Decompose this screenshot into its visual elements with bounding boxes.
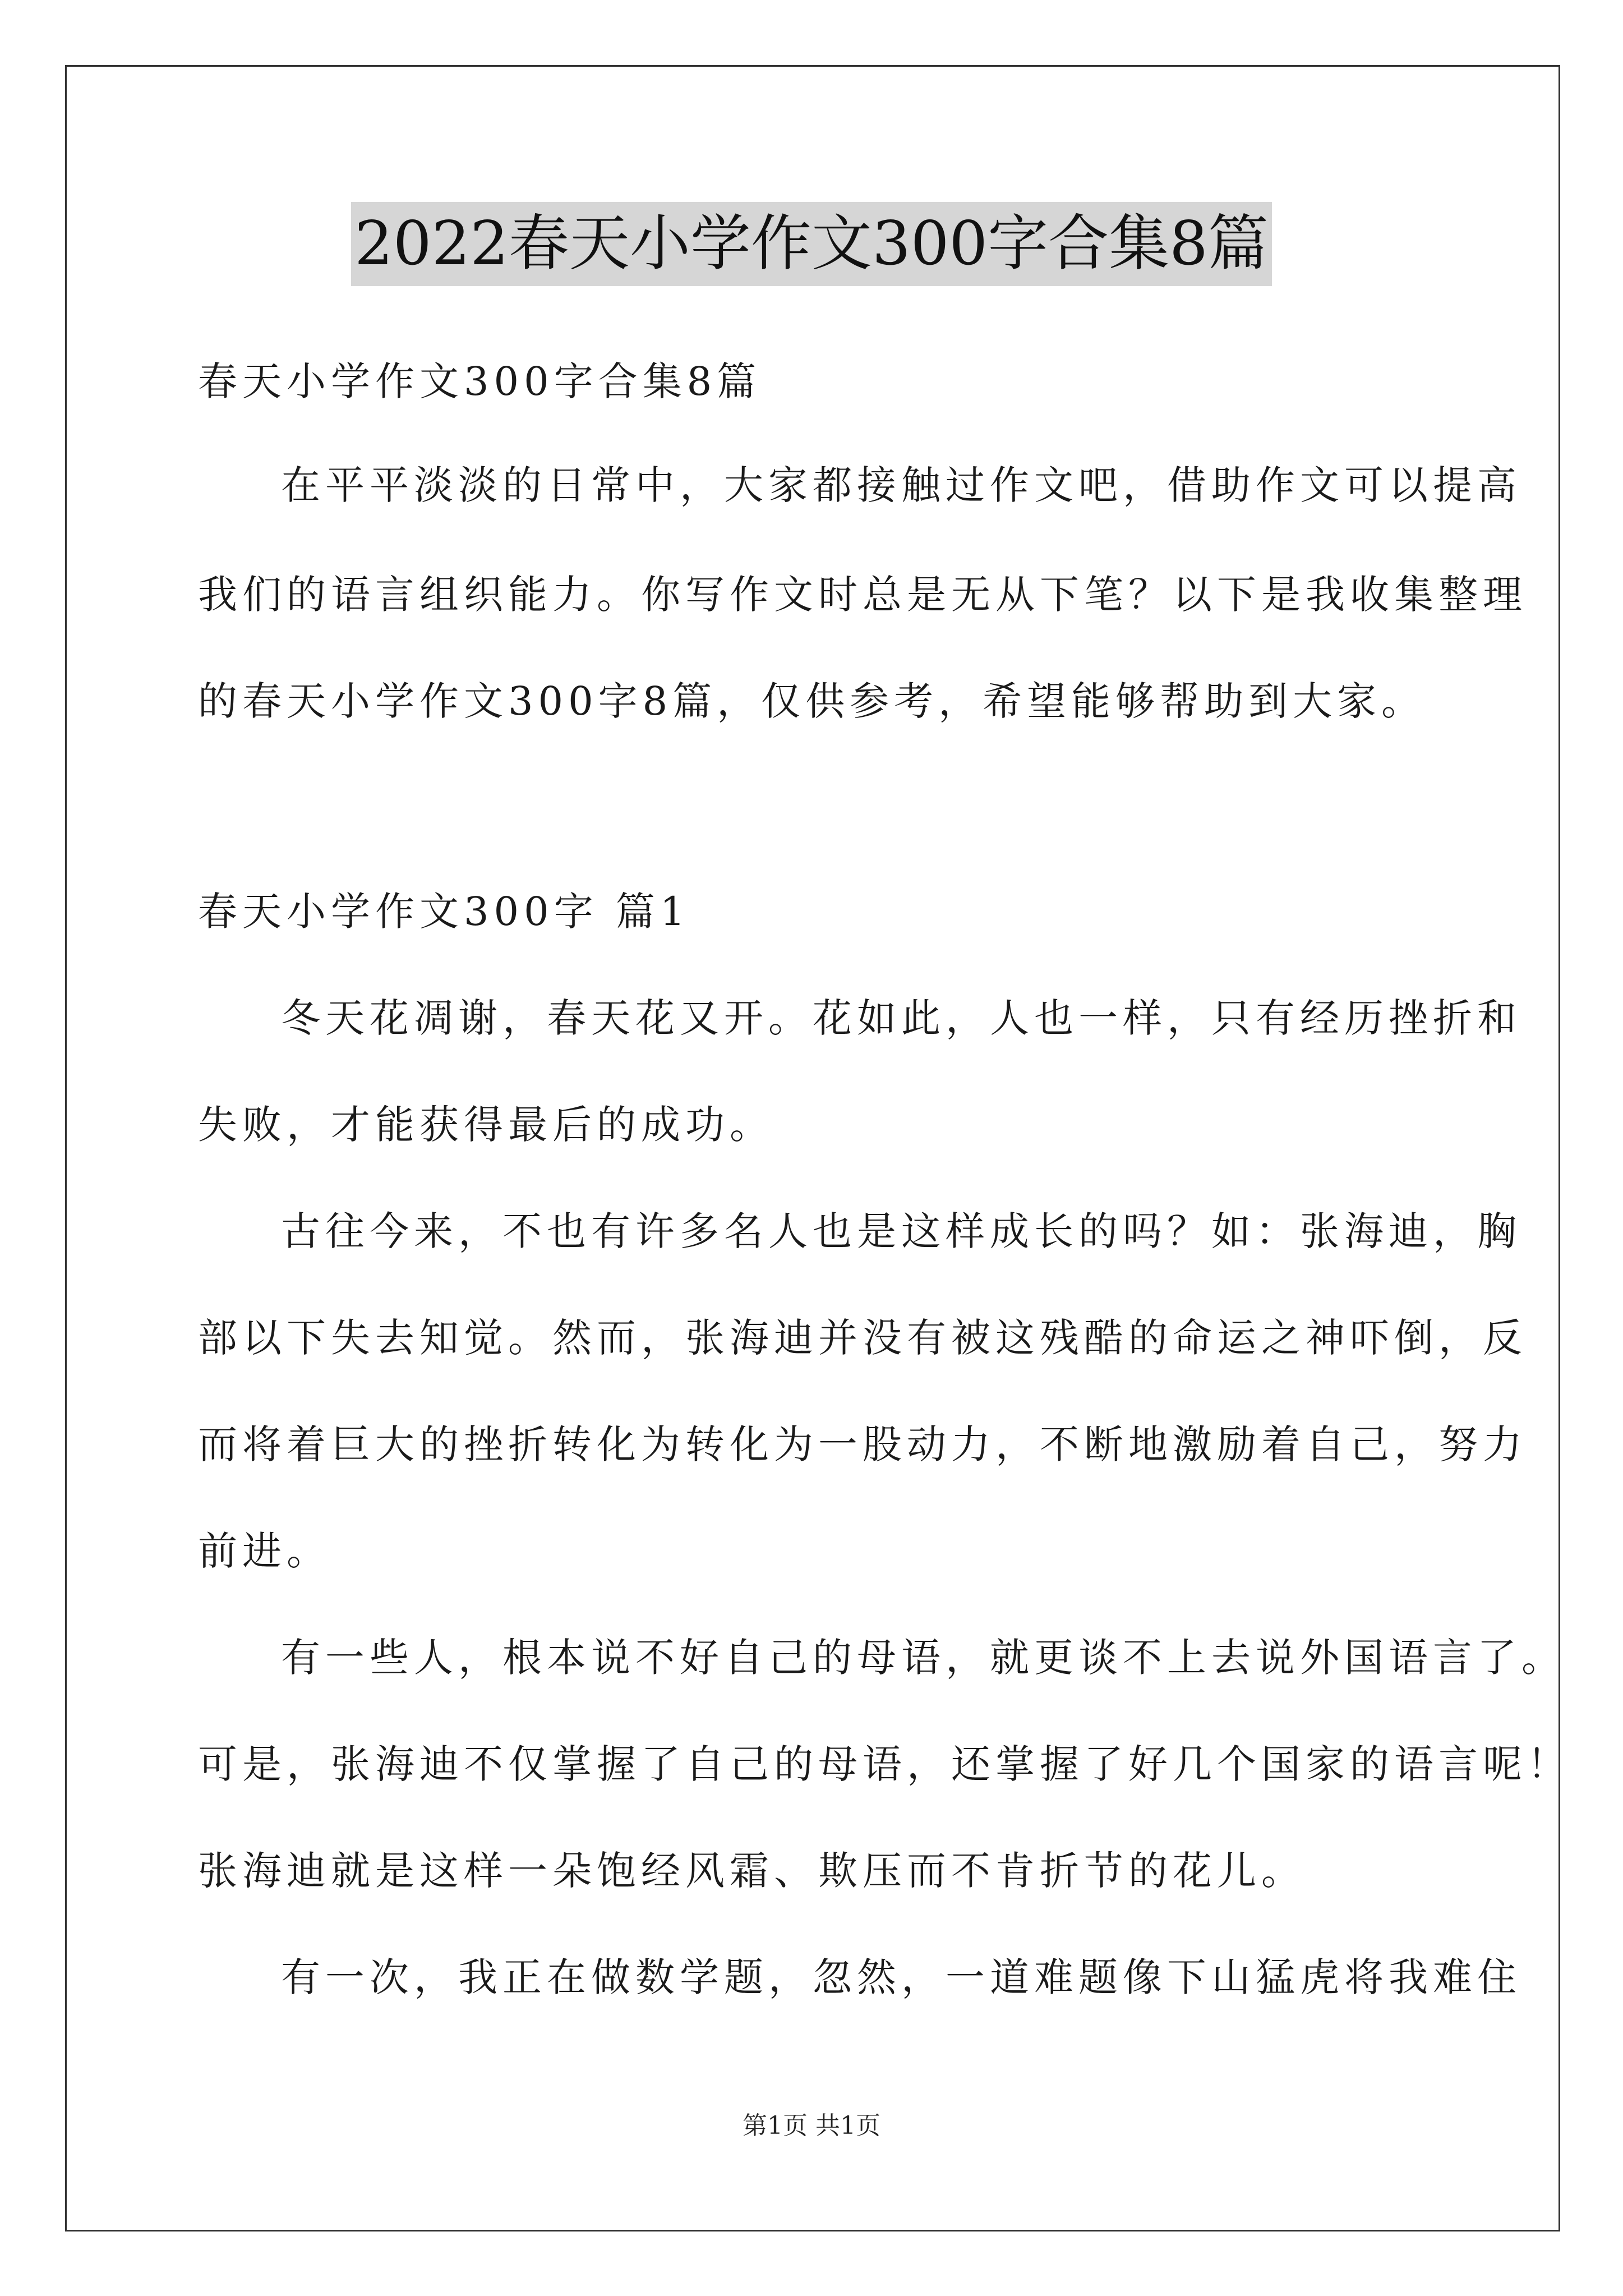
intro-line-1: 在平平淡淡的日常中，大家都接触过作文吧，借助作文可以提高 — [281, 462, 1521, 508]
paragraph-line-1: 冬天花凋谢，春天花又开。花如此，人也一样，只有经历挫折和 — [281, 995, 1521, 1041]
document-subtitle: 春天小学作文300字合集8篇 — [198, 358, 762, 404]
paragraph-line-5: 而将着巨大的挫折转化为转化为一股动力，不断地激励着自己，努力 — [198, 1421, 1527, 1467]
paragraph-line-8: 可是，张海迪不仅掌握了自己的母语，还掌握了好几个国家的语言呢！ — [198, 1741, 1571, 1787]
section-heading: 春天小学作文300字 篇1 — [198, 889, 690, 935]
paragraph-line-3: 古往今来，不也有许多名人也是这样成长的吗？如：张海迪，胸 — [281, 1208, 1521, 1254]
paragraph-line-4: 部以下失去知觉。然而，张海迪并没有被这残酷的命运之神吓倒，反 — [198, 1315, 1527, 1361]
paragraph-line-7: 有一些人，根本说不好自己的母语，就更谈不上去说外国语言了。 — [281, 1635, 1566, 1681]
paragraph-line-6: 前进。 — [198, 1528, 331, 1574]
title-container — [0, 202, 1623, 286]
page-number: 第1页 共1页 — [743, 2111, 880, 2140]
paragraph-line-2: 失败，才能获得最后的成功。 — [198, 1102, 774, 1148]
document-title: 2022春天小学作文300字合集8篇 — [351, 202, 1272, 286]
intro-line-2: 我们的语言组织能力。你写作文时总是无从下笔？以下是我收集整理 — [198, 572, 1527, 618]
paragraph-line-10: 有一次，我正在做数学题，忽然，一道难题像下山猛虎将我难住 — [281, 1954, 1521, 2000]
paragraph-line-9: 张海迪就是这样一朵饱经风霜、欺压而不肯折节的花儿。 — [198, 1848, 1306, 1894]
intro-line-3: 的春天小学作文300字8篇，仅供参考，希望能够帮助到大家。 — [198, 678, 1426, 724]
